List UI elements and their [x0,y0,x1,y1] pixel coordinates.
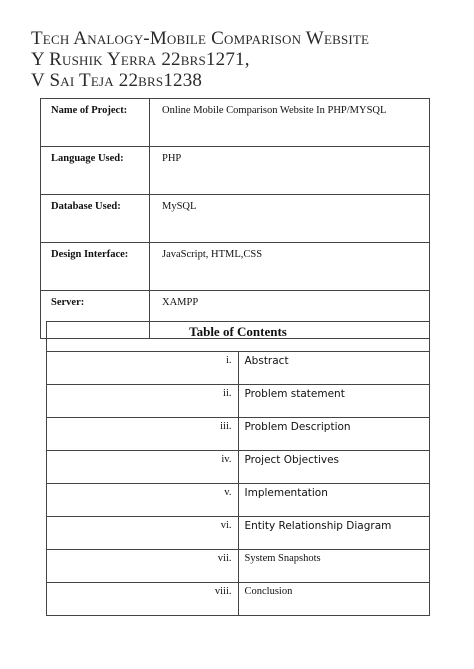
toc-title: Table of Contents [47,322,430,352]
toc-number: iv. [47,451,239,484]
toc-row [47,583,430,616]
info-value: MySQL [150,195,430,243]
toc-header-row [47,322,430,352]
toc-row [47,451,430,484]
toc-number: v. [47,484,239,517]
info-label: Language Used: [41,147,150,195]
toc-number: vi. [47,517,239,550]
info-value: PHP [150,147,430,195]
info-value: XAMPP [150,291,430,339]
toc-item: System Snapshots [238,550,430,583]
toc-item: Abstract [238,352,430,385]
toc-item: Implementation [238,484,430,517]
toc-item: Problem Description [238,418,430,451]
document-header [31,28,451,91]
toc-row [47,352,430,385]
project-info-table [40,98,430,339]
info-label: Name of Project: [41,99,150,147]
info-value: Online Mobile Comparison Website In PHP/MYSQL [150,99,430,147]
toc-row [47,484,430,517]
toc-item: Project Objectives [238,451,430,484]
author-line-2: V Sai Teja 22brs1238 [31,70,203,91]
info-label: Design Interface: [41,243,150,291]
project-title: Tech Analogy-Mobile Comparison Website [31,28,370,49]
toc-row [47,550,430,583]
toc-item: Entity Relationship Diagram [238,517,430,550]
toc-row [47,385,430,418]
author-line-1: Y Rushik Yerra 22brs1271, [31,49,250,70]
info-value: JavaScript, HTML,CSS [150,243,430,291]
info-row [41,243,430,291]
toc-item: Conclusion [238,583,430,616]
toc-row [47,517,430,550]
info-row [41,99,430,147]
info-row [41,195,430,243]
toc-number: iii. [47,418,239,451]
table-of-contents [46,321,430,616]
info-row [41,147,430,195]
toc-row [47,418,430,451]
info-label: Database Used: [41,195,150,243]
toc-item: Problem statement [238,385,430,418]
info-label: Server: [41,291,150,339]
toc-number: viii. [47,583,239,616]
toc-number: ii. [47,385,239,418]
toc-number: i. [47,352,239,385]
toc-number: vii. [47,550,239,583]
